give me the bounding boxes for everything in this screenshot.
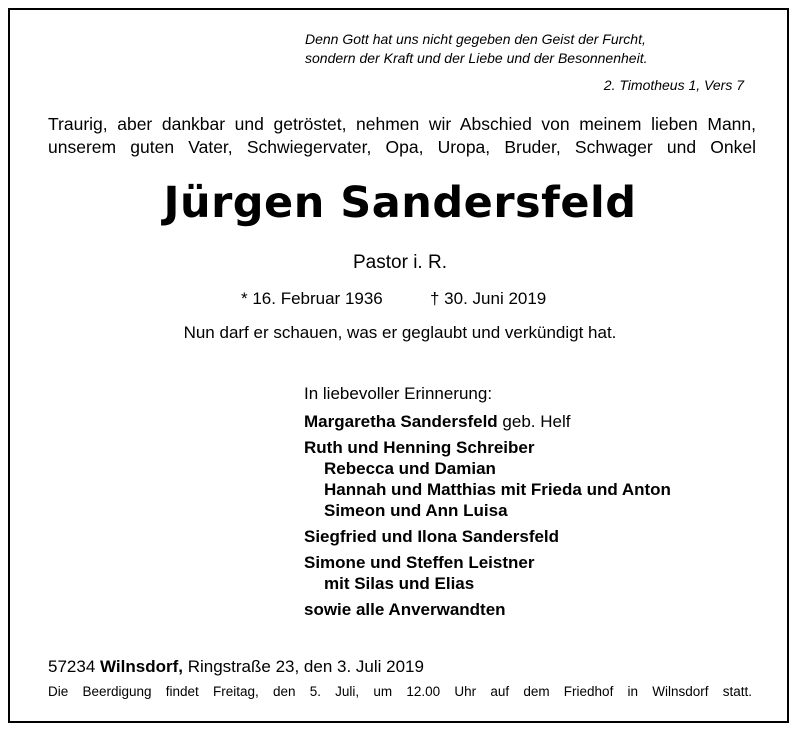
family-child: Simeon und Ann Luisa — [324, 501, 508, 520]
postal-code: 57234 — [48, 657, 96, 676]
family-closing: sowie alle Anverwandten — [304, 600, 506, 619]
family-group — [304, 526, 671, 547]
address-and-date: Ringstraße 23, den 3. Juli 2019 — [187, 657, 424, 676]
family-group-head: Ruth und Henning Schreiber — [304, 438, 535, 457]
death-date: † 30. Juni 2019 — [430, 289, 547, 308]
spouse-name: Margaretha Sandersfeld — [304, 412, 498, 431]
city: Wilnsdorf, — [100, 657, 183, 676]
family-group — [304, 437, 671, 521]
memorial-quote: Nun darf er schauen, was er geglaubt und verkündigt hat. — [183, 323, 617, 342]
family-child: Rebecca und Damian — [324, 459, 496, 478]
family-child: mit Silas und Elias — [324, 574, 475, 593]
funeral-note: Die Beerdigung findet Freitag, den 5. Juli, um 12.00 Uhr auf dem Friedhof in Wilnsdorf statt. — [48, 684, 752, 699]
family-child: Hannah und Matthias mit Frieda und Anton — [324, 480, 671, 499]
footer-address — [48, 657, 424, 677]
family-heading: In liebevoller Erinnerung: — [304, 384, 493, 403]
family-group — [304, 552, 671, 594]
deceased-name: Jürgen Sandersfeld — [163, 178, 637, 228]
family-spouse — [304, 411, 671, 432]
spouse-maiden-name: geb. Helf — [497, 412, 571, 431]
intro-line: unserem guten Vater, Schwiegervater, Opa, Uropa, Bruder, Schwager und Onkel — [48, 137, 756, 157]
deceased-title: Pastor i. R. — [353, 252, 447, 273]
birth-date: * 16. Februar 1936 — [241, 289, 383, 308]
verse-line: Denn Gott hat uns nicht gegeben den Geist der Furcht, — [305, 31, 646, 47]
verse-reference: 2. Timotheus 1, Vers 7 — [603, 77, 744, 93]
bible-verse — [305, 30, 745, 68]
intro-text — [48, 113, 756, 159]
verse-line: sondern der Kraft und der Liebe und der Besonnenheit. — [305, 50, 648, 66]
intro-line: Traurig, aber dankbar und getröstet, nehmen wir Abschied von meinem lieben Mann, — [48, 114, 756, 134]
family-group-head: Simone und Steffen Leistner — [304, 553, 535, 572]
family-group-head: Siegfried und Ilona Sandersfeld — [304, 527, 560, 546]
family-list — [304, 383, 671, 625]
